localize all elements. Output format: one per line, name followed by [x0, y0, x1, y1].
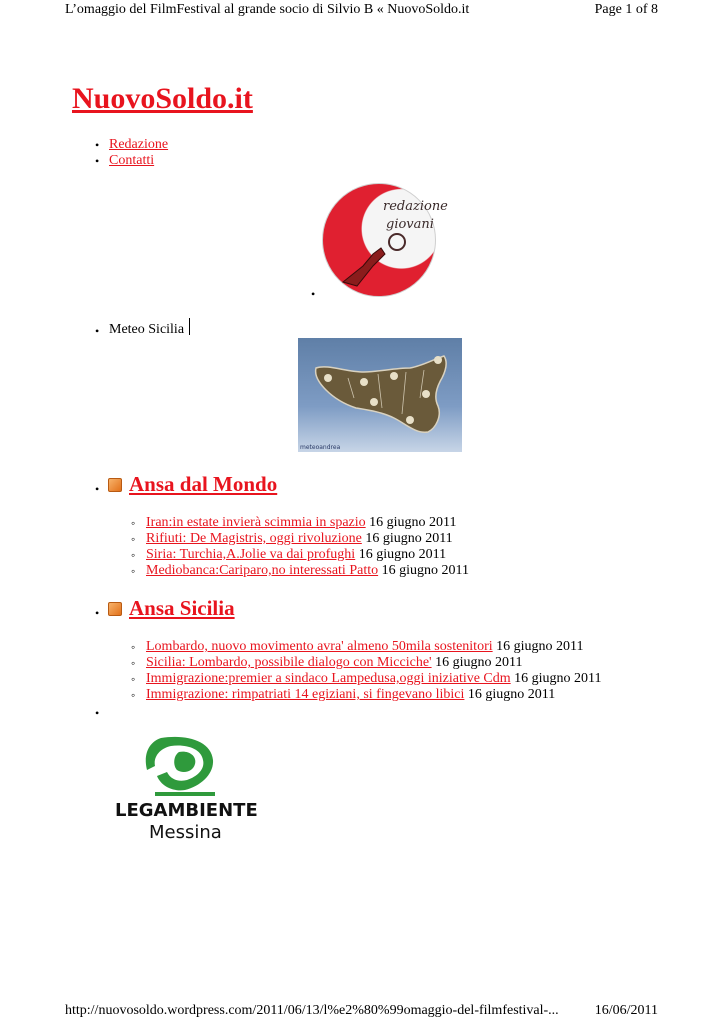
rss-feed-icon[interactable] — [108, 478, 122, 492]
list-item — [146, 563, 469, 579]
news-link[interactable]: Lombardo, nuovo movimento avra' almeno 50mila sostenitori — [146, 639, 493, 654]
bullet: • — [95, 154, 100, 168]
news-link[interactable]: Iran:in estate invierà scimmia in spazio — [146, 515, 366, 530]
logo-text-line2: giovani — [386, 217, 434, 232]
list-item — [146, 515, 457, 531]
feed-title-ansa-mondo[interactable]: Ansa dal Mondo — [129, 472, 278, 496]
news-link[interactable]: Rifiuti: De Magistris, oggi rivoluzione — [146, 531, 362, 546]
sicily-weather-map[interactable] — [298, 338, 462, 452]
list-item — [146, 639, 584, 655]
list-item — [146, 687, 555, 703]
page-url: http://nuovosoldo.wordpress.com/2011/06/13/l%e2%80%99omaggio-del-filmfestival-... — [65, 1003, 559, 1018]
list-marker: ◦ — [131, 640, 136, 654]
news-date: 16 giugno 2011 — [514, 671, 602, 686]
list-marker: ◦ — [131, 532, 136, 546]
logo-text-line1: redazione — [383, 199, 448, 214]
nav-link-contatti[interactable]: Contatti — [109, 153, 155, 168]
page-number: Page 1 of 8 — [594, 2, 658, 17]
news-date: 16 giugno 2011 — [496, 639, 584, 654]
list-item — [146, 655, 522, 671]
redazione-giovani-graphic — [323, 184, 448, 296]
bullet: • — [95, 606, 100, 620]
news-date: 16 giugno 2011 — [381, 563, 469, 578]
legambiente-messina-logo[interactable] — [115, 730, 265, 842]
list-marker: ◦ — [131, 516, 136, 530]
list-marker: ◦ — [131, 548, 136, 562]
list-marker: ◦ — [131, 672, 136, 686]
news-date: 16 giugno 2011 — [467, 687, 556, 702]
legambiente-name: LEGAMBIENTE — [115, 800, 258, 821]
site-title-link[interactable]: NuovoSoldo.it — [72, 82, 253, 115]
list-item — [146, 547, 446, 563]
list-marker: ◦ — [131, 564, 136, 578]
document-title: L’omaggio del FilmFestival al grande socio di Silvio B « NuovoSoldo.it — [65, 2, 470, 17]
legambiente-graphic — [115, 730, 265, 842]
print-date: 16/06/2011 — [594, 1003, 658, 1018]
nav-link-redazione[interactable]: Redazione — [109, 137, 169, 152]
bullet: • — [311, 287, 316, 301]
bullet: • — [95, 482, 100, 496]
news-link[interactable]: Siria: Turchia,A.Jolie va dai profughi — [146, 547, 356, 562]
news-link[interactable]: Immigrazione: rimpatriati 14 egiziani, si fingevano libici — [146, 687, 465, 702]
list-item — [146, 671, 602, 687]
redazione-giovani-logo[interactable] — [322, 183, 448, 297]
news-date: 16 giugno 2011 — [369, 515, 457, 530]
sicily-map-graphic — [298, 338, 462, 452]
text-cursor — [189, 318, 190, 335]
bullet: • — [95, 138, 100, 152]
list-marker: ◦ — [131, 688, 136, 702]
feed-title-ansa-sicilia[interactable]: Ansa Sicilia — [129, 596, 235, 620]
meteo-label: Meteo Sicilia — [109, 322, 185, 337]
news-date: 16 giugno 2011 — [435, 655, 523, 670]
list-marker: ◦ — [131, 656, 136, 670]
bullet: • — [95, 706, 100, 720]
rss-feed-icon[interactable] — [108, 602, 122, 616]
news-date: 16 giugno 2011 — [365, 531, 453, 546]
bullet: • — [95, 324, 100, 338]
news-date: 16 giugno 2011 — [358, 547, 447, 562]
news-link[interactable]: Immigrazione:premier a sindaco Lampedusa,oggi iniziative Cdm — [146, 671, 511, 686]
map-credit: meteoandrea — [300, 444, 341, 451]
news-link[interactable]: Sicilia: Lombardo, possibile dialogo con Micciche' — [146, 655, 432, 670]
list-item — [146, 531, 453, 547]
legambiente-city: Messina — [149, 822, 222, 843]
news-link[interactable]: Mediobanca:Cariparo,no interessati Patto — [146, 563, 379, 578]
